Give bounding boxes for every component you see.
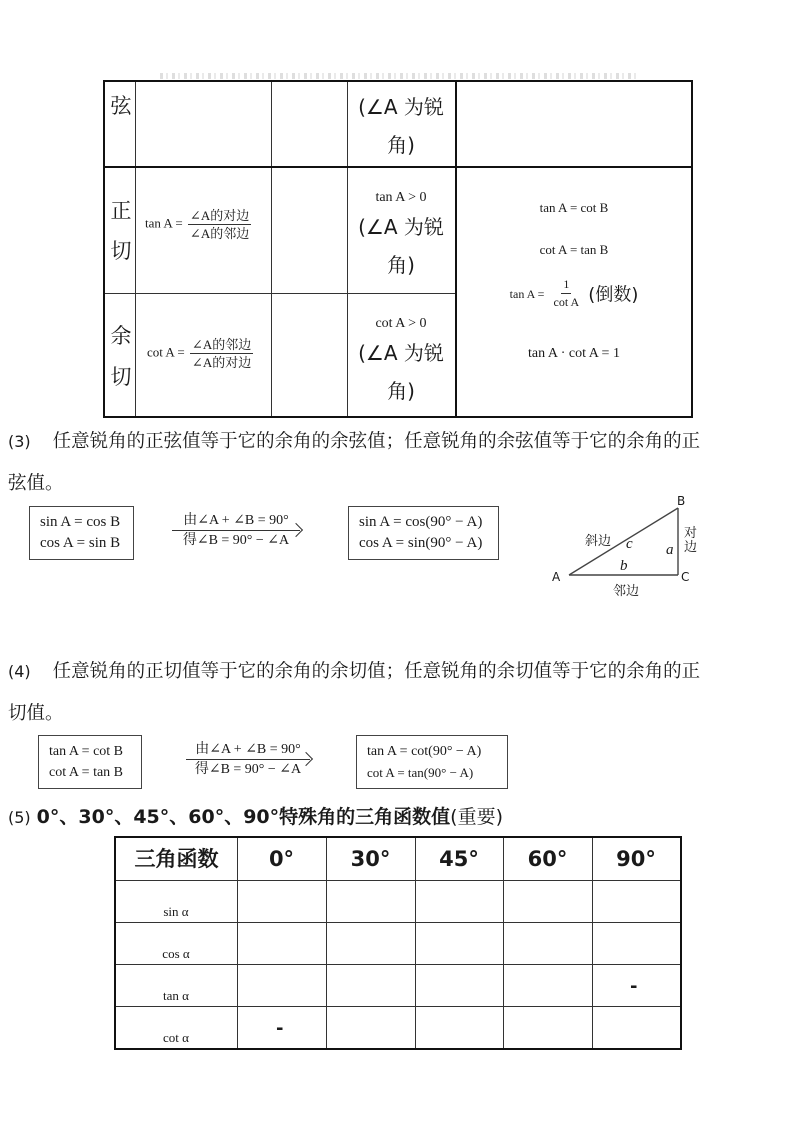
relation-line-1: tan A = cot B bbox=[539, 200, 609, 215]
formula-line: sin A = cos(90° − A) bbox=[359, 514, 483, 530]
relation-line-3 bbox=[457, 276, 691, 311]
section5-heading bbox=[8, 802, 503, 833]
condition-text-line2: 角) bbox=[387, 379, 415, 403]
row-name-tangent-char2: 切 bbox=[110, 239, 132, 263]
opposite-label bbox=[684, 526, 697, 554]
section3-label: (3) bbox=[8, 432, 31, 451]
row-name-sine-char: 弦 bbox=[110, 94, 132, 118]
cotangent-lhs: cot A = bbox=[147, 344, 185, 360]
section3-right-formula-box bbox=[348, 506, 499, 560]
condition-cell-row2 bbox=[347, 188, 455, 284]
relation3-denominator: cot A bbox=[553, 295, 580, 309]
vertex-b-label: B bbox=[677, 494, 686, 508]
cotangent-denominator: ∠A的对边 bbox=[191, 355, 252, 370]
cotangent-numerator: ∠A的邻边 bbox=[191, 337, 252, 352]
formula-line: tan A = cot(90° − A) bbox=[367, 744, 482, 759]
row-divider bbox=[116, 880, 680, 881]
vertex-a-label: A bbox=[552, 570, 561, 584]
right-triangle-diagram bbox=[540, 490, 710, 600]
arrow-bottom-text: 得∠B = 90° − ∠A bbox=[182, 533, 290, 548]
row-divider bbox=[105, 293, 455, 294]
col-divider bbox=[271, 82, 272, 416]
row-divider bbox=[116, 964, 680, 965]
opposite-label-char2: 边 bbox=[684, 539, 698, 554]
row-divider bbox=[105, 166, 691, 168]
row-divider bbox=[116, 922, 680, 923]
condition-formula: tan A > 0 bbox=[375, 190, 427, 205]
formula-line: tan A = cot B bbox=[49, 744, 124, 759]
condition-text-line1: (∠A 为锐 bbox=[358, 341, 444, 365]
tangent-lhs: tan A = bbox=[145, 215, 183, 231]
side-a-label: a bbox=[666, 542, 674, 558]
condition-cell-row1 bbox=[347, 88, 455, 164]
condition-text-line2: 角) bbox=[387, 133, 415, 157]
section4-paragraph bbox=[8, 651, 700, 735]
condition-text-line1: (∠A 为锐 bbox=[358, 95, 444, 119]
formula-line: cos A = sin B bbox=[40, 535, 121, 551]
header-30deg: 30° bbox=[350, 847, 391, 871]
row-label-tan: tan α bbox=[163, 988, 189, 1003]
trig-definitions-table bbox=[103, 80, 693, 418]
section4-text-line1: 任意锐角的正切值等于它的余角的余切值；任意锐角的余切值等于它的余角的正 bbox=[52, 661, 701, 682]
condition-text-line1: (∠A 为锐 bbox=[358, 215, 444, 239]
formula-line: cos A = sin(90° − A) bbox=[359, 535, 483, 551]
cell-tan-90: - bbox=[630, 976, 638, 997]
formula-line: cot A = tan B bbox=[49, 765, 124, 780]
formula-line: sin A = cos B bbox=[40, 514, 121, 530]
adjacent-label: 邻边 bbox=[613, 583, 640, 598]
header-60deg: 60° bbox=[527, 847, 568, 871]
header-90deg: 90° bbox=[616, 847, 656, 871]
cell-cot-0: - bbox=[276, 1018, 284, 1039]
opposite-label-char1: 对 bbox=[684, 525, 698, 540]
section4-right-formula-box bbox=[356, 735, 508, 789]
section4-derivation-arrow bbox=[186, 741, 310, 780]
hypotenuse-label: 斜边 bbox=[585, 533, 612, 548]
row-name-cotangent-char1: 余 bbox=[110, 324, 132, 348]
relation3-lhs: tan A = bbox=[509, 287, 545, 301]
section3-derivation-arrow bbox=[172, 512, 300, 551]
side-c-label: c bbox=[626, 536, 633, 552]
header-0deg: 0° bbox=[268, 847, 295, 871]
header-45deg: 45° bbox=[439, 847, 479, 871]
row-name-cotangent-char2: 切 bbox=[110, 365, 132, 389]
section4-label: (4) bbox=[8, 662, 31, 681]
row-label-sin: sin α bbox=[163, 904, 189, 919]
section4-left-formula-box bbox=[38, 735, 142, 789]
tangent-denominator: ∠A的邻边 bbox=[189, 226, 250, 241]
right-arrow-icon bbox=[186, 759, 310, 760]
section4-text-line2: 切值。 bbox=[8, 703, 64, 724]
condition-formula: cot A > 0 bbox=[375, 316, 427, 331]
section5-title: 0°、30°、45°、60°、90°特殊角的三角函数值 bbox=[36, 806, 451, 828]
tangent-numerator: ∠A的对边 bbox=[189, 208, 250, 223]
section5-label: (5) bbox=[8, 808, 31, 827]
section3-left-formula-box bbox=[29, 506, 134, 560]
condition-text-line2: 角) bbox=[387, 253, 415, 277]
side-b-label: b bbox=[620, 558, 628, 574]
header-function: 三角函数 bbox=[134, 847, 219, 871]
formula-line: cot A = tan(90° − A) bbox=[367, 765, 474, 780]
arrow-bottom-text: 得∠B = 90° − ∠A bbox=[194, 762, 302, 777]
arrow-top-text: 由∠A + ∠B = 90° bbox=[195, 742, 301, 757]
section5-note: (重要) bbox=[450, 806, 503, 828]
cotangent-definition bbox=[147, 336, 255, 371]
row-divider bbox=[116, 1006, 680, 1007]
tangent-definition bbox=[145, 207, 253, 242]
section3-text-line1: 任意锐角的正弦值等于它的余角的余弦值；任意锐角的余弦值等于它的余角的正 bbox=[52, 431, 701, 452]
scan-artifact-strip bbox=[160, 73, 640, 79]
special-angles-table bbox=[114, 836, 682, 1050]
condition-cell-row3 bbox=[347, 314, 455, 410]
relation-line-4: tan A · cot A = 1 bbox=[528, 346, 620, 361]
vertex-c-label: C bbox=[681, 570, 690, 584]
relation3-numerator: 1 bbox=[561, 276, 571, 294]
row-label-cot: cot α bbox=[163, 1030, 189, 1045]
row-name-tangent-char1: 正 bbox=[110, 199, 132, 223]
arrow-top-text: 由∠A + ∠B = 90° bbox=[183, 513, 289, 528]
section3-text-line2: 弦值。 bbox=[8, 473, 64, 494]
right-arrow-icon bbox=[172, 530, 300, 531]
relation-line-2: cot A = tan B bbox=[539, 242, 609, 257]
reciprocal-note: (倒数) bbox=[588, 284, 639, 306]
row-label-cos: cos α bbox=[162, 946, 190, 961]
